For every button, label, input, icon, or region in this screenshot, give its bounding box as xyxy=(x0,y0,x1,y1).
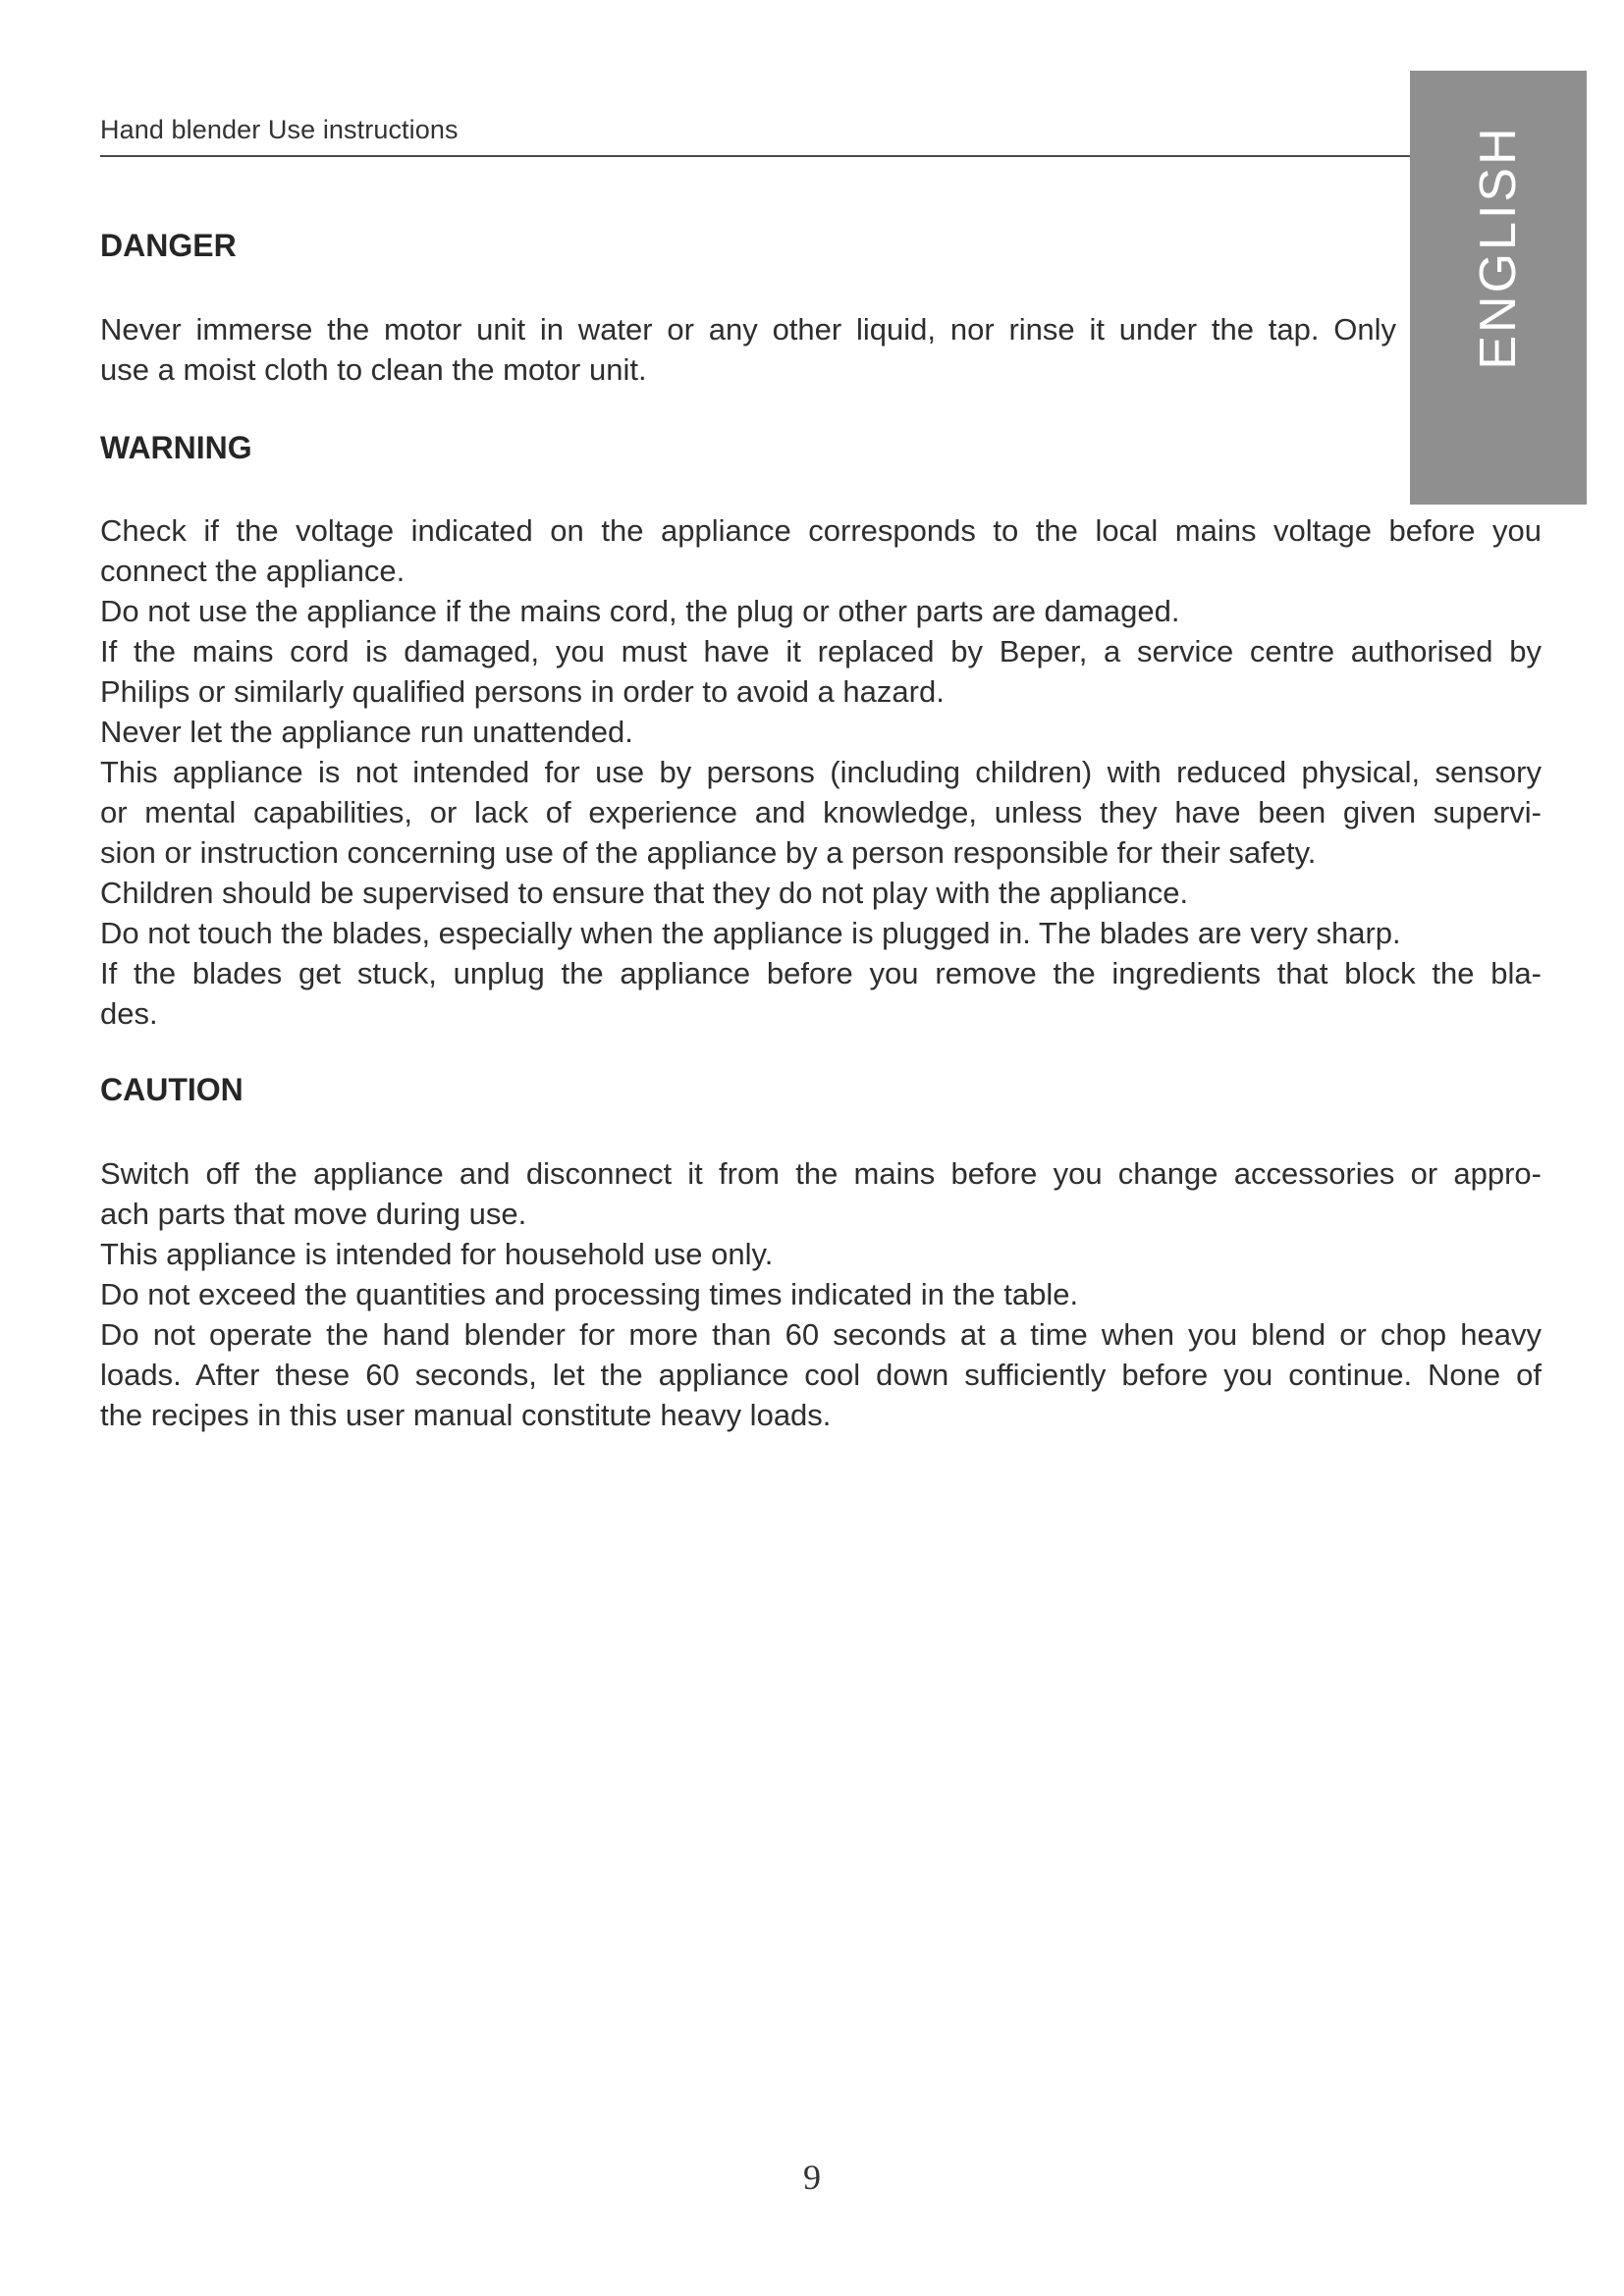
warning-line: connect the appliance. xyxy=(100,554,406,588)
warning-line: Children should be supervised to ensure that they do not play with the appliance. xyxy=(100,876,1189,910)
danger-line: use a moist cloth to clean the motor unit. xyxy=(100,352,647,387)
caution-line: This appliance is intended for household use only. xyxy=(100,1237,774,1271)
caution-line: Switch off the appliance and disconnect it from the mains before you change accessories or appro- xyxy=(100,1156,1542,1191)
warning-text xyxy=(100,510,1542,1034)
caution-line: Do not operate the hand blender for more than 60 seconds at a time when you blend or chop heavy xyxy=(100,1317,1542,1352)
warning-line: Do not use the appliance if the mains cord, the plug or other parts are damaged. xyxy=(100,594,1180,628)
caution-line: Do not exceed the quantities and processing times indicated in the table. xyxy=(100,1277,1079,1311)
warning-line: If the mains cord is damaged, you must have it replaced by Beper, a service centre authorised by xyxy=(100,634,1542,668)
caution-line: ach parts that move during use. xyxy=(100,1197,527,1231)
warning-line: This appliance is not intended for use by persons (including children) with reduced physical, sensory xyxy=(100,755,1542,789)
warning-line: des. xyxy=(100,996,158,1031)
caution-text xyxy=(100,1153,1542,1435)
warning-heading: WARNING xyxy=(100,430,252,465)
warning-line: Philips or similarly qualified persons in order to avoid a hazard. xyxy=(100,674,945,709)
language-tab-label: ENGLISH xyxy=(1470,125,1527,370)
running-header: Hand blender Use instructions xyxy=(100,115,459,144)
caution-line: loads. After these 60 seconds, let the appliance cool down sufficiently before you continue. None of xyxy=(100,1358,1542,1392)
warning-line: sion or instruction concerning use of the appliance by a person responsible for their safety. xyxy=(100,835,1317,870)
language-tab xyxy=(1410,71,1587,505)
danger-heading: DANGER xyxy=(100,228,237,263)
page-number: 9 xyxy=(803,2158,821,2197)
caution-line: the recipes in this user manual constitute heavy loads. xyxy=(100,1398,832,1432)
warning-line: or mental capabilities, or lack of experience and knowledge, unless they have been given supervi- xyxy=(100,795,1542,829)
danger-line: Never immerse the motor unit in water or any other liquid, nor rinse it under the tap. Only xyxy=(100,312,1396,347)
header-rule xyxy=(100,155,1411,157)
warning-line: Check if the voltage indicated on the appliance corresponds to the local mains voltage before you xyxy=(100,513,1542,548)
danger-text xyxy=(100,309,1396,390)
warning-line: Never let the appliance run unattended. xyxy=(100,715,633,749)
warning-line: Do not touch the blades, especially when the appliance is plugged in. The blades are very sharp. xyxy=(100,916,1401,950)
caution-heading: CAUTION xyxy=(100,1072,244,1107)
warning-line: If the blades get stuck, unplug the appliance before you remove the ingredients that block the bla- xyxy=(100,956,1542,990)
